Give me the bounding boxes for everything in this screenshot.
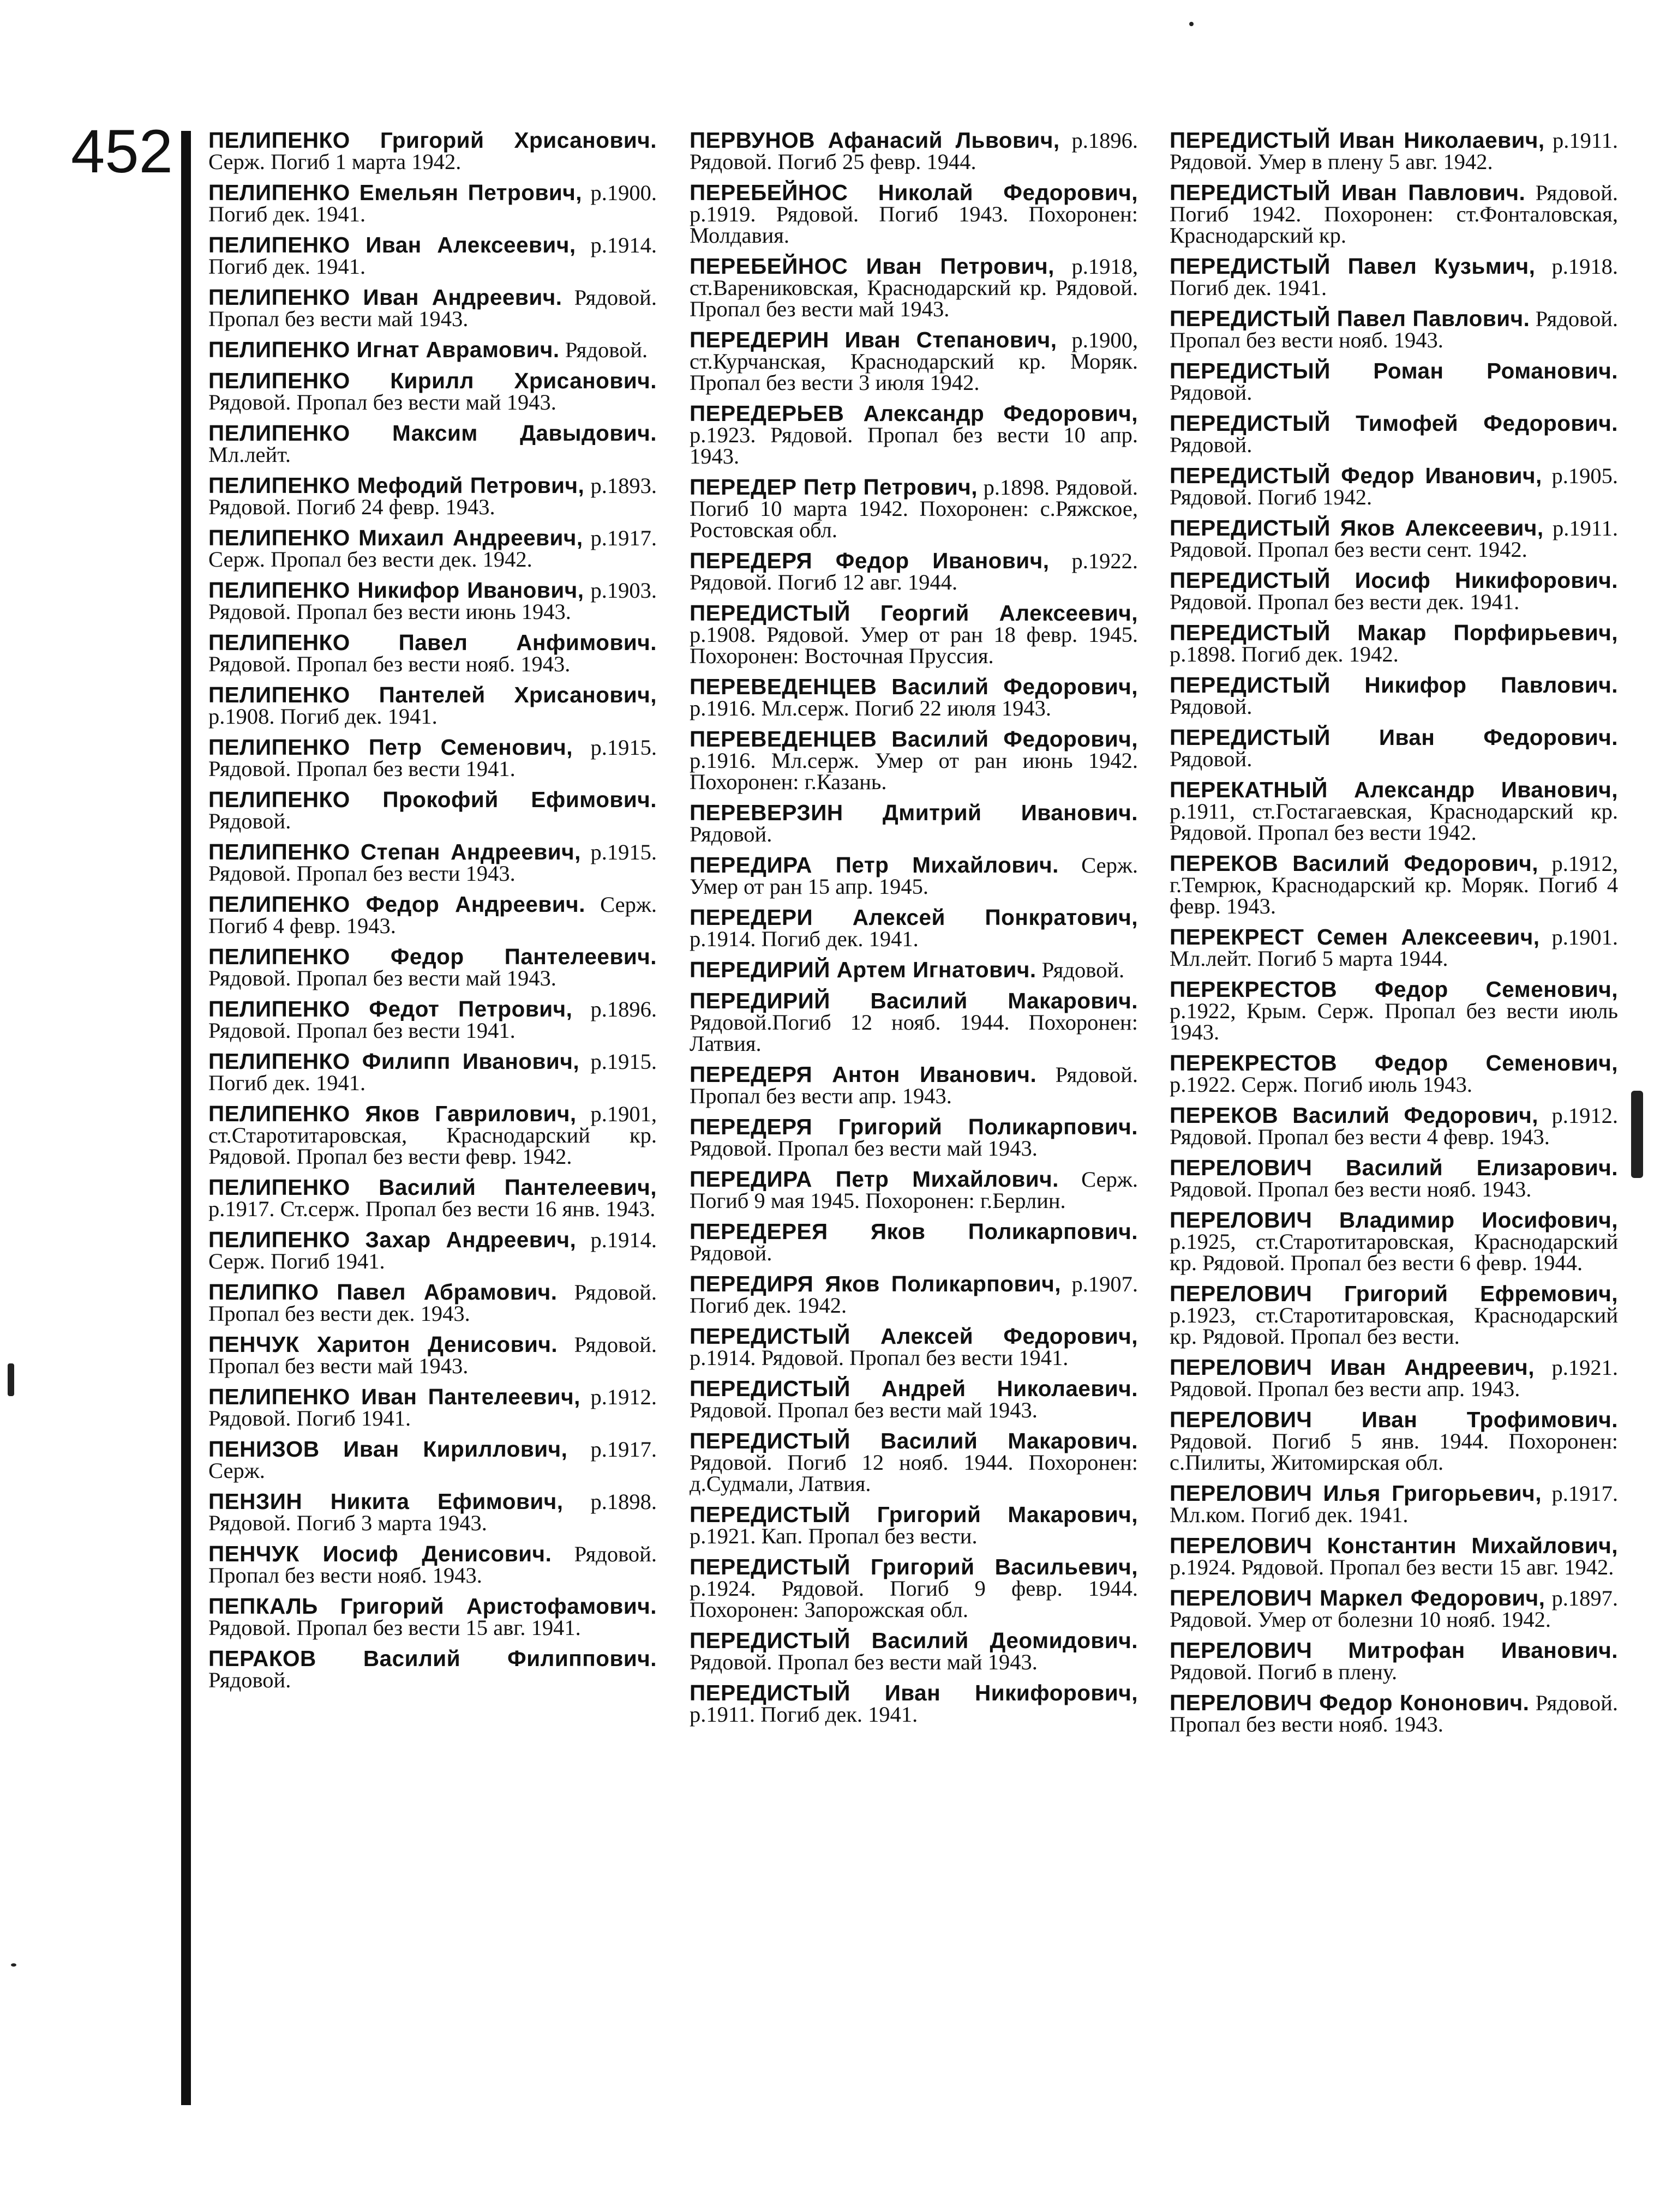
entry-name: ПЕЛИПЕНКО Степан Андреевич,: [208, 839, 581, 864]
entry-name: ПЕЛИПЕНКО Емельян Петрович,: [208, 180, 583, 205]
entry: [208, 475, 657, 518]
entry-details: р.1922. Рядовой. Погиб 12 авг. 1944.: [690, 549, 1138, 594]
entry: [690, 726, 1138, 794]
entry-details: р.1914. Погиб дек. 1941.: [208, 233, 657, 279]
entry-details: р.1919. Рядовой. Погиб 1943. Похоронен: Молдавия.: [690, 202, 1138, 248]
entry-details: р.1908. Погиб дек. 1941.: [208, 704, 438, 729]
entry: [1170, 1640, 1618, 1682]
entry-name: ПЕЛИПЕНКО Василий Пантелеевич,: [208, 1175, 657, 1200]
entry: [1170, 1105, 1618, 1147]
entry-name: ПЕРЕДИСТЫЙ Павел Кузьмич,: [1170, 254, 1536, 279]
entry-details: Серж. Погиб 1 марта 1942.: [208, 149, 462, 174]
entry-details: Рядовой.: [690, 1241, 772, 1265]
entry-details: Рядовой.Погиб 12 нояб. 1944. Похоронен: Латвия.: [690, 1010, 1138, 1056]
entry: [208, 737, 657, 779]
entry-details: Рядовой. Пропал без вести дек. 1943.: [208, 1280, 657, 1326]
entry-name: ПЕРЕДЕРЬЕВ Александр Федорович,: [690, 401, 1138, 426]
entry-details: р.1912, г.Темрюк, Краснодарский кр. Моряк. Погиб 4 февр. 1943.: [1170, 851, 1619, 918]
entry-details: р.1922. Серж. Погиб июль 1943.: [1170, 1072, 1472, 1097]
entry-name: ПЕРЕДИСТЫЙ Георгий Алексеевич,: [690, 600, 1138, 626]
entry-details: р.1901, ст.Старотитаровская, Краснодарский кр. Рядовой. Пропал без вести февр. 1942.: [208, 1102, 657, 1169]
entry-details: Рядовой. Погиб 1942. Похоронен: ст.Фонталовская, Краснодарский кр.: [1170, 181, 1618, 248]
entry-name: ПЕРЕДИСТЫЙ Иван Федорович.: [1170, 725, 1618, 750]
entry-name: ПЕРЕЛОВИЧ Илья Григорьевич,: [1170, 1481, 1542, 1506]
entry: [690, 182, 1138, 246]
entry-name: ПЕРЕКАТНЫЙ Александр Иванович,: [1170, 777, 1618, 802]
entry-details: р.1911. Рядовой. Пропал без вести сент. 1942.: [1170, 516, 1618, 562]
entry-details: Рядовой.: [208, 1668, 291, 1692]
entry-name: ПЕНЧУК Харитон Денисович.: [208, 1332, 558, 1357]
scan-speck: [1631, 1091, 1643, 1178]
entry-details: р.1916. Мл.серж. Погиб 22 июля 1943.: [690, 696, 1052, 720]
entry-details: Рядовой. Пропал без вести май 1943.: [690, 1136, 1038, 1161]
entry-name: ПЕЛИПЕНКО Филипп Иванович,: [208, 1049, 580, 1074]
entry-name: ПЕЛИПЕНКО Иван Алексеевич,: [208, 232, 576, 257]
entry-name: ПЕЛИПЕНКО Кирилл Хрисанович.: [208, 368, 657, 393]
entry-details: р.1917. Серж.: [208, 1437, 657, 1483]
entry: [690, 959, 1138, 981]
entry-details: р.1921. Кап. Пропал без вести.: [690, 1524, 978, 1548]
entry-name: ПЕЛИПЕНКО Иван Андреевич.: [208, 285, 562, 310]
column-2: [690, 130, 1138, 1735]
entry-name: ПЕЛИПЕНКО Иван Пантелеевич,: [208, 1384, 580, 1409]
entry: [690, 802, 1138, 845]
column-1: [208, 130, 657, 1700]
entry: [690, 403, 1138, 467]
entry-name: ПЕРЕДЕРЯ Григорий Поликарпович.: [690, 1114, 1138, 1139]
entry-name: ПЕРАКОВ Василий Филиппович.: [208, 1646, 657, 1671]
entry-name: ПЕРЕКРЕСТОВ Федор Семенович,: [1170, 977, 1618, 1002]
entry-name: ПЕРЕЛОВИЧ Митрофан Иванович.: [1170, 1638, 1618, 1663]
entry-name: ПЕНЗИН Никита Ефимович,: [208, 1489, 564, 1514]
entry-details: р.1925, ст.Старотитаровская, Краснодарский кр. Рядовой. Пропал без вести 6 февр. 1944.: [1170, 1229, 1618, 1275]
entry-details: р.1908. Рядовой. Умер от ран 18 февр. 1945. Похоронен: Восточная Пруссия.: [690, 622, 1138, 668]
entry: [690, 1682, 1138, 1725]
entry-details: Рядовой. Пропал без вести апр. 1943.: [690, 1062, 1138, 1108]
entry: [208, 789, 657, 832]
entry-name: ПЕРЕБЕЙНОС Иван Петрович,: [690, 254, 1054, 279]
entry: [208, 1491, 657, 1534]
entry: [208, 232, 657, 279]
entry: [690, 130, 1138, 172]
entry-name: ПЕЛИПЕНКО Григорий Хрисанович.: [208, 128, 657, 153]
entry: [208, 420, 657, 467]
entry: [208, 1648, 657, 1691]
entry-details: Рядовой. Пропал без вести май 1943.: [208, 1332, 657, 1378]
entry: [208, 182, 657, 225]
entry-details: Мл.лейт.: [208, 442, 291, 467]
entry-details: Рядовой. Пропал без вести дек. 1941.: [1170, 590, 1520, 614]
entry-details: р.1911. Рядовой. Умер в плену 5 авг. 1942.: [1170, 128, 1618, 174]
entry: [1170, 1207, 1618, 1275]
entry-details: Рядовой.: [690, 822, 772, 846]
entry-details: р.1923. Рядовой. Пропал без вести 10 апр. 1943.: [690, 423, 1138, 468]
entry-name: ПЕРЕВЕДЕНЦЕВ Василий Федорович,: [690, 674, 1138, 699]
entry-details: р.1915. Рядовой. Пропал без вести 1943.: [208, 840, 657, 886]
entry: [1170, 1535, 1618, 1578]
entry-details: р.1917. Мл.ком. Погиб дек. 1941.: [1170, 1481, 1618, 1527]
entry: [690, 474, 1138, 542]
entry: [208, 1386, 657, 1429]
entry-details: р.1900. Погиб дек. 1941.: [208, 181, 657, 226]
entry-name: ПЕЛИПЕНКО Прокофий Ефимович.: [208, 787, 657, 812]
entry: [690, 1273, 1138, 1316]
entry: [1170, 360, 1618, 403]
entry-details: Рядовой.: [1170, 747, 1253, 771]
entry: [208, 130, 657, 172]
entry: [1170, 1357, 1618, 1399]
entry-details: Рядовой. Пропал без вести май 1943.: [690, 1398, 1038, 1422]
entry-name: ПЕРЕКОВ Василий Федорович,: [1170, 1103, 1539, 1128]
entry-details: р.1911, ст.Гостагаевская, Краснодарский кр. Рядовой. Пропал без вести 1942.: [1170, 799, 1618, 845]
entry-name: ПЕРЕДЕРЯ Федор Иванович,: [690, 548, 1050, 573]
entry-details: р.1917. Ст.серж. Пропал без вести 16 янв. 1943.: [208, 1197, 656, 1221]
entry: [1170, 1283, 1618, 1347]
entry-name: ПЕРЕКРЕСТ Семен Алексеевич,: [1170, 924, 1540, 949]
entry-details: р.1897. Рядовой. Умер от болезни 10 нояб. 1942.: [1170, 1586, 1618, 1632]
entry-name: ПЕЛИПКО Павел Абрамович.: [208, 1279, 558, 1305]
entry-details: Рядовой.: [208, 809, 291, 833]
column-rule: [181, 131, 191, 2105]
entry-name: ПЕРЕДИСТЫЙ Василий Макарович.: [690, 1428, 1138, 1453]
scan-speck: [1189, 22, 1194, 26]
entry-name: ПЕРЕДИСТЫЙ Алексей Федорович,: [690, 1324, 1138, 1349]
entry-details: Рядовой. Погиб в плену.: [1170, 1660, 1398, 1684]
entry-name: ПЕЛИПЕНКО Игнат Аврамович.: [208, 337, 560, 362]
entry-name: ПЕРЕДИСТЫЙ Макар Порфирьевич,: [1170, 620, 1618, 645]
entry: [690, 1630, 1138, 1673]
entry-name: ПЕРЕДИСТЫЙ Павел Павлович.: [1170, 306, 1530, 331]
entry-name: ПЕРЕДИСТЫЙ Григорий Макарович,: [690, 1502, 1138, 1527]
entry-details: р.1898. Рядовой. Погиб 3 марта 1943.: [208, 1489, 657, 1535]
entry-name: ПЕРЕДИСТЫЙ Василий Деомидович.: [690, 1628, 1138, 1653]
entry-name: ПЕРВУНОВ Афанасий Львович,: [690, 128, 1060, 153]
entry: [208, 339, 657, 360]
entry-details: р.1896. Рядовой. Погиб 25 февр. 1944.: [690, 128, 1138, 174]
entry: [1170, 779, 1618, 843]
entry: [1170, 308, 1618, 351]
entry-name: ПЕРЕДИСТЫЙ Андрей Николаевич.: [690, 1376, 1138, 1401]
entry: [690, 907, 1138, 949]
entry-name: ПЕРЕДИСТЫЙ Яков Алексеевич,: [1170, 515, 1544, 540]
entry-name: ПЕРЕДИСТЫЙ Роман Романович.: [1170, 358, 1618, 383]
entry: [690, 1556, 1138, 1620]
entry-name: ПЕРЕДИСТЫЙ Григорий Васильевич,: [690, 1554, 1138, 1579]
entry: [1170, 672, 1618, 719]
entry-name: ПЕРЕДЕРЯ Антон Иванович.: [690, 1062, 1037, 1087]
entry-details: Рядовой.: [565, 338, 648, 362]
entry: [690, 1504, 1138, 1547]
entry-name: ПЕРЕВЕРЗИН Дмитрий Иванович.: [690, 800, 1138, 825]
entry-details: Серж. Умер от ран 15 апр. 1945.: [690, 853, 1138, 899]
entry-name: ПЕРЕЛОВИЧ Владимир Иосифович,: [1170, 1207, 1618, 1233]
entry: [208, 1596, 657, 1638]
entry-details: р.1915. Рядовой. Пропал без вести 1941.: [208, 735, 657, 781]
entry-details: Рядовой.: [1170, 432, 1253, 457]
entry: [690, 1430, 1138, 1494]
entry: [690, 600, 1138, 668]
entry-name: ПЕРЕДЕРИ Алексей Понкратович,: [690, 905, 1138, 930]
entry: [208, 894, 657, 936]
entry: [1170, 924, 1618, 971]
entry: [208, 632, 657, 675]
entry-details: Рядовой. Пропал без вести май 1943.: [208, 285, 657, 331]
entry-name: ПЕПКАЛЬ Григорий Аристофамович.: [208, 1594, 657, 1619]
entry-details: Рядовой. Пропал без вести май 1943.: [208, 390, 556, 414]
entry-details: р.1898. Рядовой. Погиб 10 марта 1942. Похоронен: с.Ряжское, Ростовская обл.: [690, 475, 1138, 542]
entry: [1170, 1483, 1618, 1525]
entry-name: ПЕЛИПЕНКО Федор Пантелеевич.: [208, 944, 657, 969]
entry-name: ПЕЛИПЕНКО Максим Давыдович.: [208, 420, 657, 446]
entry: [1170, 622, 1618, 665]
entry: [208, 580, 657, 622]
entry-details: р.1918. Погиб дек. 1941.: [1170, 254, 1618, 300]
entry-name: ПЕЛИПЕНКО Пантелей Хрисанович,: [208, 682, 657, 707]
entry-details: Рядовой. Пропал без вести 15 авг. 1941.: [208, 1615, 581, 1640]
entry-details: р.1914. Погиб дек. 1941.: [690, 927, 919, 951]
entry-details: Рядовой. Пропал без вести нояб. 1943.: [208, 652, 571, 676]
entry: [1170, 182, 1618, 246]
entry-details: Рядовой. Пропал без вести нояб. 1943.: [208, 1542, 657, 1588]
entry: [208, 1279, 657, 1326]
page-number: 452: [71, 117, 173, 185]
entry: [208, 1334, 657, 1377]
entry-name: ПЕЛИПЕНКО Яков Гаврилович,: [208, 1101, 577, 1126]
entry: [1170, 1050, 1618, 1097]
entry: [690, 1116, 1138, 1159]
entry: [208, 1103, 657, 1167]
entry-name: ПЕЛИПЕНКО Захар Андреевич,: [208, 1227, 577, 1252]
entry-name: ПЕНЧУК Иосиф Денисович.: [208, 1541, 552, 1566]
entry-name: ПЕРЕЛОВИЧ Константин Михайлович,: [1170, 1533, 1618, 1558]
entry: [1170, 570, 1618, 612]
entry: [208, 1177, 657, 1219]
entry-details: Рядовой. Пропал без вести нояб. 1943.: [1170, 1177, 1532, 1201]
entry-details: р.1914. Рядовой. Пропал без вести 1941.: [690, 1345, 1069, 1370]
entry: [1170, 1692, 1618, 1735]
entry-name: ПЕЛИПЕНКО Федор Андреевич.: [208, 892, 585, 917]
entry-details: р.1907. Погиб дек. 1942.: [690, 1272, 1138, 1318]
entry: [1170, 853, 1618, 917]
entry: [690, 676, 1138, 719]
entry: [208, 527, 657, 570]
entry: [208, 1543, 657, 1586]
entry: [690, 1378, 1138, 1421]
entry-details: р.1916. Мл.серж. Умер от ран июнь 1942. Похоронен: г.Казань.: [690, 748, 1138, 794]
entry-name: ПЕРЕДИСТЫЙ Иосиф Никифорович.: [1170, 568, 1618, 593]
entry-details: р.1912. Рядовой. Погиб 1941.: [208, 1385, 657, 1430]
entry-name: ПЕРЕЛОВИЧ Григорий Ефремович,: [1170, 1281, 1618, 1306]
entry-details: р.1898. Погиб дек. 1942.: [1170, 642, 1399, 666]
entry-name: ПЕРЕКОВ Василий Федорович,: [1170, 851, 1539, 876]
entry-name: ПЕНИЗОВ Иван Кириллович,: [208, 1436, 568, 1462]
entry-name: ПЕРЕЛОВИЧ Маркел Федорович,: [1170, 1585, 1545, 1610]
entry-details: Рядовой.: [1170, 694, 1253, 719]
entry-name: ПЕРЕДИРА Петр Михайлович.: [690, 852, 1059, 877]
entry-details: р.1921. Рядовой. Пропал без вести апр. 1943.: [1170, 1355, 1618, 1401]
entry: [1170, 1157, 1618, 1200]
entry-details: р.1922, Крым. Серж. Пропал без вести июль 1943.: [1170, 999, 1618, 1044]
entry-name: ПЕРЕДИСТЫЙ Иван Павлович.: [1170, 180, 1526, 205]
entry-name: ПЕРЕДИРА Петр Михайлович.: [690, 1167, 1059, 1192]
entry-name: ПЕРЕЛОВИЧ Иван Андреевич,: [1170, 1355, 1535, 1380]
entry-name: ПЕРЕДИРИЙ Артем Игнатович.: [690, 957, 1036, 982]
entry: [208, 287, 657, 329]
entry-name: ПЕРЕДИСТЫЙ Тимофей Федорович.: [1170, 411, 1618, 436]
entry-details: Серж. Погиб 9 мая 1945. Похоронен: г.Берлин.: [690, 1167, 1138, 1213]
entry-details: р.1915. Погиб дек. 1941.: [208, 1049, 657, 1095]
entry-details: Серж. Погиб 4 февр. 1943.: [208, 892, 657, 938]
entry: [1170, 515, 1618, 562]
entry: [208, 1051, 657, 1093]
entry: [208, 841, 657, 884]
entry-details: р.1917. Серж. Пропал без вести дек. 1942.: [208, 526, 657, 572]
entry-name: ПЕРЕБЕЙНОС Николай Федорович,: [690, 180, 1138, 205]
entry: [208, 370, 657, 413]
entry-name: ПЕРЕЛОВИЧ Василий Елизарович.: [1170, 1155, 1618, 1180]
entry-name: ПЕРЕДИСТЫЙ Никифор Павлович.: [1170, 672, 1618, 698]
entry-name: ПЕРЕВЕДЕНЦЕВ Василий Федорович,: [690, 726, 1138, 752]
entry-details: р.1914. Серж. Погиб 1941.: [208, 1228, 657, 1273]
entry-name: ПЕРЕДЕРИН Иван Степанович,: [690, 327, 1057, 352]
entry-details: р.1896. Рядовой. Пропал без вести 1941.: [208, 997, 657, 1043]
entry: [1170, 465, 1618, 508]
entry-name: ПЕРЕЛОВИЧ Иван Трофимович.: [1170, 1407, 1618, 1432]
entry: [690, 1064, 1138, 1107]
entry-name: ПЕЛИПЕНКО Никифор Иванович,: [208, 578, 584, 603]
entry-name: ПЕЛИПЕНКО Петр Семенович,: [208, 735, 573, 760]
entry: [208, 684, 657, 727]
entry-name: ПЕЛИПЕНКО Федот Петрович,: [208, 996, 573, 1021]
entry-details: р.1901. Мл.лейт. Погиб 5 марта 1944.: [1170, 925, 1618, 971]
scan-speck: [8, 1363, 14, 1396]
entry-details: р.1923, ст.Старотитаровская, Краснодарский кр. Рядовой. Пропал без вести.: [1170, 1303, 1618, 1349]
entry-details: Рядовой.: [1170, 380, 1253, 405]
entry: [208, 946, 657, 989]
entry: [1170, 1585, 1618, 1632]
entry-details: Рядовой. Погиб 12 нояб. 1944. Похоронен: д.Судмали, Латвия.: [690, 1450, 1138, 1496]
entry: [690, 1326, 1138, 1368]
entry: [1170, 727, 1618, 770]
entry-name: ПЕРЕДИРИЙ Василий Макарович.: [690, 988, 1138, 1013]
entry-name: ПЕРЕДЕР Петр Петрович,: [690, 474, 978, 500]
entry: [208, 996, 657, 1043]
entry: [1170, 130, 1618, 172]
entry: [690, 1221, 1138, 1264]
entry: [690, 990, 1138, 1054]
entry: [208, 1436, 657, 1483]
entry-details: Рядовой. Пропал без вести май 1943.: [690, 1650, 1038, 1674]
entry-details: р.1918, ст.Варениковская, Краснодарский кр. Рядовой. Пропал без вести май 1943.: [690, 254, 1138, 321]
entry-name: ПЕЛИПЕНКО Михаил Андреевич,: [208, 525, 583, 550]
entry: [1170, 979, 1618, 1043]
entry-details: р.1924. Рядовой. Пропал без вести 15 авг. 1942.: [1170, 1555, 1614, 1579]
entry-details: р.1905. Рядовой. Погиб 1942.: [1170, 464, 1619, 509]
entry-name: ПЕРЕДИСТЫЙ Иван Никифорович,: [690, 1680, 1138, 1705]
entry-details: Рядовой.: [1041, 958, 1125, 982]
entry-name: ПЕЛИПЕНКО Павел Анфимович.: [208, 630, 657, 655]
entry-details: р.1911. Погиб дек. 1941.: [690, 1702, 918, 1727]
entry-details: Рядовой. Пропал без вести нояб. 1943.: [1170, 306, 1619, 352]
entry-name: ПЕЛИПЕНКО Мефодий Петрович,: [208, 473, 585, 498]
entry: [1170, 1409, 1618, 1473]
entry-details: Рядовой. Пропал без вести май 1943.: [208, 966, 556, 990]
entry-name: ПЕРЕЛОВИЧ Федор Кононович.: [1170, 1690, 1530, 1715]
scan-speck: [11, 1963, 16, 1967]
entry-details: Рядовой. Погиб 5 янв. 1944. Похоронен: с.Пилиты, Житомирская обл.: [1170, 1429, 1618, 1475]
entry-name: ПЕРЕДИРЯ Яков Поликарпович,: [690, 1271, 1062, 1296]
entry-details: р.1924. Рядовой. Погиб 9 февр. 1944. Похоронен: Запорожская обл.: [690, 1576, 1138, 1622]
entry-name: ПЕРЕДИСТЫЙ Иван Николаевич,: [1170, 128, 1545, 153]
entry-details: Рядовой. Пропал без вести нояб. 1943.: [1170, 1691, 1618, 1736]
entry-name: ПЕРЕДИСТЫЙ Федор Иванович,: [1170, 463, 1542, 488]
entry: [690, 550, 1138, 593]
entry: [1170, 413, 1618, 455]
entry-details: р.1893. Рядовой. Погиб 24 февр. 1943.: [208, 473, 657, 519]
entry: [690, 256, 1138, 320]
entry: [690, 329, 1138, 393]
entry-details: р.1900, ст.Курчанская, Краснодарский кр. Моряк. Пропал без вести 3 июля 1942.: [690, 328, 1138, 395]
entry: [1170, 256, 1618, 298]
entry: [690, 1169, 1138, 1211]
entry-details: р.1912. Рядовой. Пропал без вести 4 февр. 1943.: [1170, 1103, 1619, 1149]
entry-name: ПЕРЕДЕРЕЯ Яков Поликарпович.: [690, 1219, 1138, 1244]
column-3: [1170, 130, 1618, 1745]
entry: [690, 852, 1138, 899]
entry-details: р.1903. Рядовой. Пропал без вести июнь 1943.: [208, 578, 657, 624]
entry-name: ПЕРЕКРЕСТОВ Федор Семенович,: [1170, 1050, 1618, 1075]
entry: [208, 1229, 657, 1272]
